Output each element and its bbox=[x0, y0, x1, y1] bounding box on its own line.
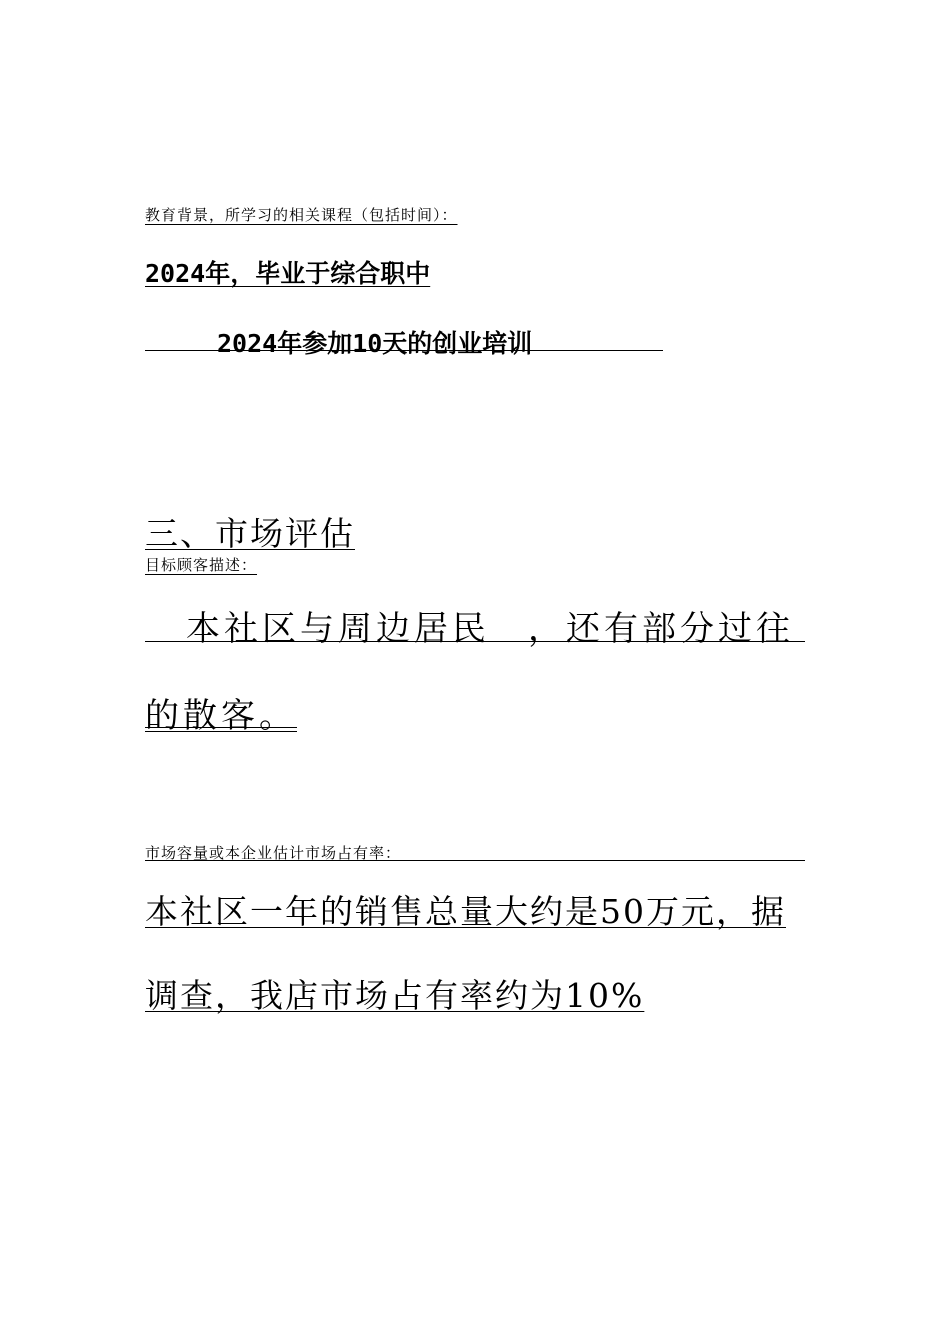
market-capacity-line-1: 本社区一年的销售总量大约是50万元，据 bbox=[145, 892, 786, 931]
market-capacity-line-2: 调查，我店市场占有率约为10% bbox=[145, 976, 645, 1015]
market-heading: 三、市场评估 bbox=[145, 514, 355, 553]
education-line-2: 2024年参加10天的创业培训 bbox=[217, 329, 533, 358]
education-label: 教育背景，所学习的相关课程（包括时间）： bbox=[145, 206, 458, 224]
target-customer-line-1: 本社区与周边居民 ，还有部分过往 bbox=[186, 609, 794, 649]
target-line-2-rule bbox=[145, 727, 297, 728]
market-capacity-label: 市场容量或本企业估计市场占有率： bbox=[145, 844, 402, 862]
target-customer-label: 目标顾客描述： bbox=[145, 556, 258, 574]
target-customer-line-2: 的散客。 bbox=[145, 696, 297, 736]
education-line-1: 2024年，毕业于综合职中 bbox=[145, 259, 431, 288]
